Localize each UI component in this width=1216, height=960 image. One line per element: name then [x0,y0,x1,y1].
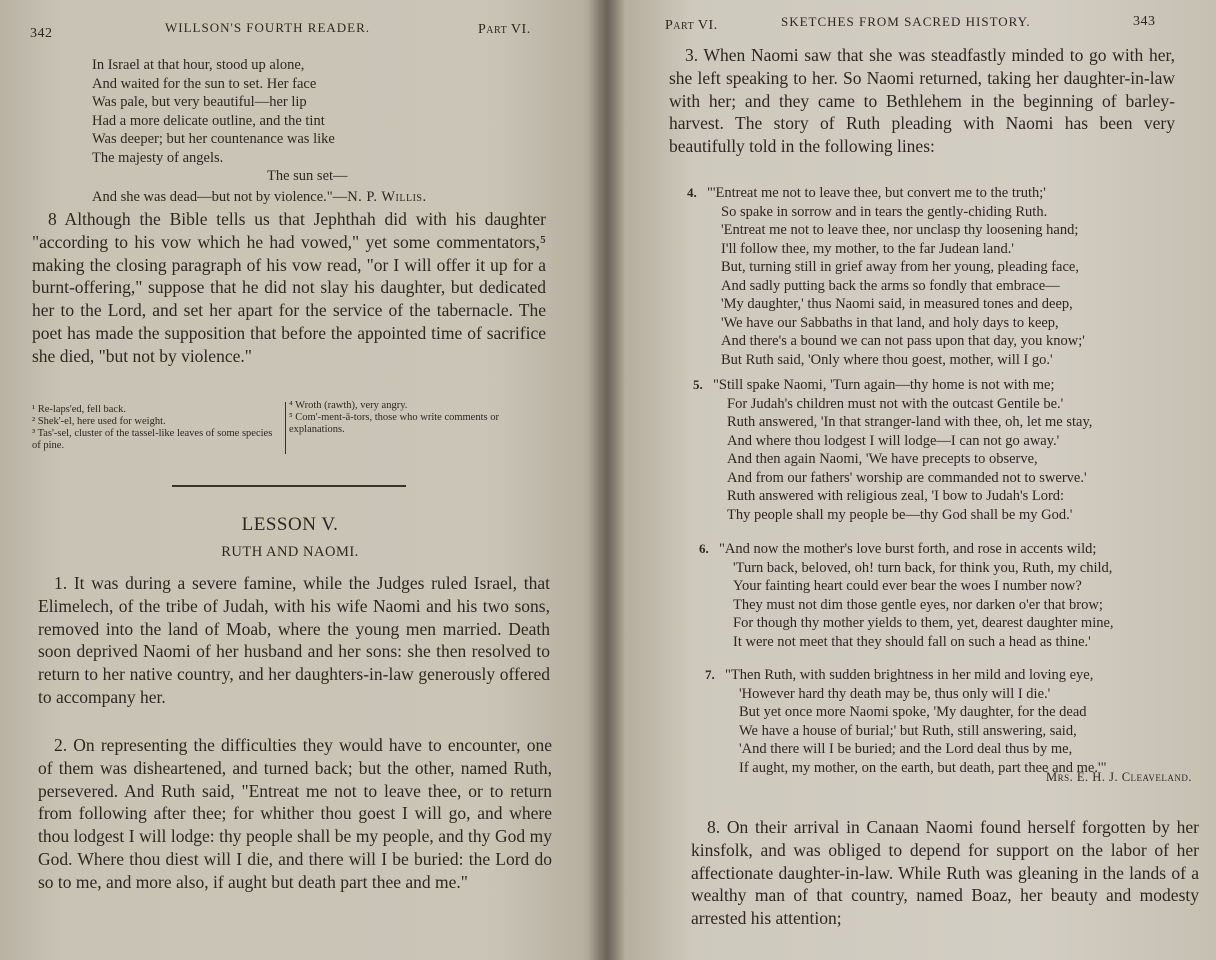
footnote: ³ Tas'-sel, cluster of the tassel-like leaves of some species of pine. [32,428,273,451]
stanza-line: Ruth answered, 'In that stranger-land with thee, oh, let me stay, [727,414,1093,430]
footnote: ¹ Re-laps'ed, fell back. [32,404,126,415]
right-page-header [665,16,1186,38]
stanza-line: I'll follow thee, my mother, to the far Judean land.' [721,240,1014,257]
poem-author: Mrs. E. H. J. Cleaveland. [1046,770,1192,784]
stanza-line: "Still spake Naomi, 'Turn again—thy home is not with me; [713,377,1055,393]
stanza-number: 4. [687,185,697,200]
poem-line-text: And she was dead—but not by violence."— [92,188,348,205]
gutter-shadow [607,0,625,960]
footnote: ⁴ Wroth (rawth), very angry. [289,400,408,411]
stanza-line: 'Turn back, beloved, oh! turn back, for think you, Ruth, my child, [733,559,1113,576]
poem-line-last [92,188,562,207]
stanza-line: And then again Naomi, 'We have precepts to observe, [727,451,1038,467]
footnote: ² Shek'-el, here used for weight. [32,416,166,427]
stanza-line: If aught, my mother, on the earth, but death, part thee and me.'" [739,759,1107,776]
stanza-line: And there's a bound we can not pass upon that day, you know;' [721,333,1085,349]
stanza-line: They must not dim those gentle eyes, nor darken o'er that brow; [733,596,1103,613]
stanza-line: But, turning still in grief away from her young, pleading face, [721,259,1079,275]
footnotes-right [289,400,549,436]
stanza-line: 'My daughter,' thus Naomi said, in measured tones and deep, [721,296,1073,312]
footnote: ⁵ Com'-ment-ā-tors, those who write comments or explanations. [289,412,499,435]
stanza-line: Your fainting heart could ever bear the woes I number now? [733,578,1082,594]
poem-line: The majesty of angels. [92,149,224,166]
stanza-number: 5. [693,377,703,392]
paragraph-8-right [691,816,1199,930]
stanza-line: 'And there will I be buried; and the Lord deal thus by me, [739,741,1073,757]
paragraph-text: 8 Although the Bible tells us that Jephthah did with his daughter "according to his vow which he had vowed," yet some commentators,⁵ making the closing paragraph of his vow read, "or I will offer it up for a burnt-offering," suppose that he did not slay his daughter, but dedicated her to the Lord, and set her apart for the service of the tabernacle. The poet has made the supposition that before the appointed time of sacrifice she died, "but not by violence." [32,209,546,366]
poem-excerpt [92,56,562,206]
stanza-7 [705,666,1205,777]
stanza-6 [699,540,1199,651]
stanza-line: 'However hard thy death may be, thus only will I die.' [739,685,1051,702]
gutter-shadow [589,0,607,960]
stanza-line: And from our fathers' worship are commanded not to swerve.' [727,469,1087,486]
stanza-number: 6. [699,541,709,556]
paragraph-text: 3. When Naomi saw that she was steadfastly minded to go with her, she left speaking to her. So Naomi returned, taking her daughter-in-law with her; and they came to Bethlehem in the beginning of barley-harvest. The story of Ruth pleading with Naomi has been very beautifully told in the following lines: [669,45,1175,157]
running-title: SKETCHES FROM SACRED HISTORY. [781,14,1031,29]
stanza-line: Ruth answered with religious zeal, 'I bow to Judah's Lord: [727,488,1065,504]
stanza-line: But Ruth said, 'Only where thou goest, mother, will I go.' [721,351,1053,368]
stanza-line: And sadly putting back the arms so fondly that embrace— [721,277,1060,294]
running-title: WILLSON'S FOURTH READER. [165,20,371,35]
poem-line: The sun set— [267,168,348,184]
poem-line: And waited for the sun to set. Her face [92,75,317,92]
stanza-5 [693,376,1193,524]
stanza-line: And where thou lodgest I will lodge—I can not go away.' [727,432,1060,449]
paragraph-text: 1. It was during a severe famine, while the Judges ruled Israel, that Elimelech, of the tribe of Judah, with his wife Naomi and his two sons, removed into the land of Moab, where the young men married. Death soon deprived Naomi of her husband and her sons: she then resolved to return to her native country, and her daughters-in-law generously offered to accompany her. [38,573,550,707]
left-page-header [30,16,567,41]
footnotes-left [32,404,282,452]
stanza-number: 7. [705,667,715,682]
left-page [0,0,607,960]
lesson-subtitle: RUTH AND NAOMI. [221,544,359,560]
part-label: Part VI. [665,18,718,33]
section-divider [172,485,406,487]
page-number: 343 [1133,14,1156,29]
footnote-divider [285,402,286,454]
poem-line: Had a more delicate outline, and the tint [92,112,325,129]
stanza-line: We have a house of burial;' but Ruth, still answering, said, [739,722,1077,739]
paragraph-text: 2. On representing the difficulties they would have to encounter, one of them was disheartened, and turned back; but the other, named Ruth, persevered. And Ruth said, "Entreat me not to leave thee, or to return from following after thee; for whither thou goest I will go, and where thou lodgest I will lodge: thy people shall be my people, and thy God my God. Where thou diest will I die, and there will I be buried: the Lord do so to me, and more also, if aught but death part thee and me." [38,735,552,892]
lesson-title: LESSON V. [241,514,339,535]
stanza-line: "And now the mother's love burst forth, and rose in accents wild; [719,541,1097,557]
stanza-line: For Judah's children must not with the outcast Gentile be.' [727,395,1064,412]
poem-line: Was pale, but very beautiful—her lip [92,94,307,110]
paragraph-8 [32,208,546,368]
stanza-line: It were not meet that they should fall on such a head as thine.' [733,633,1091,650]
stanza-line: For though thy mother yields to them, yet, dearest daughter mine, [733,615,1114,631]
stanza-line: But yet once more Naomi spoke, 'My daughter, for the dead [739,704,1087,720]
stanza-4 [687,184,1187,369]
stanza-line: Thy people shall my people be—thy God shall be my God.' [727,506,1073,523]
poem-author: N. P. Willis. [347,188,427,205]
right-page [607,0,1216,960]
stanza-line: "'Entreat me not to leave thee, but convert me to the truth;' [707,185,1046,201]
stanza-line: So spake in sorrow and in tears the gently-chiding Ruth. [721,203,1048,220]
stanza-line: 'We have our Sabbaths in that land, and holy days to keep, [721,314,1059,331]
poem-line: In Israel at that hour, stood up alone, [92,57,305,73]
paragraph-3 [669,44,1175,158]
poem-line: Was deeper; but her countenance was like [92,131,335,147]
stanza-line: "Then Ruth, with sudden brightness in her mild and loving eye, [725,667,1094,683]
part-label: Part VI. [478,22,531,37]
page-number: 342 [30,26,53,41]
paragraph-2 [38,734,552,894]
paragraph-text: 8. On their arrival in Canaan Naomi found herself forgotten by her kinsfolk, and was obliged to depend for support on the labor of her affectionate daughter-in-law. While Ruth was gleaning in the lands of a wealthy man of that country, named Boaz, her beauty and modesty arrested his attention; [691,817,1199,929]
paragraph-1 [38,572,550,709]
stanza-line: 'Entreat me not to leave thee, nor unclasp thy loosening hand; [721,222,1079,238]
